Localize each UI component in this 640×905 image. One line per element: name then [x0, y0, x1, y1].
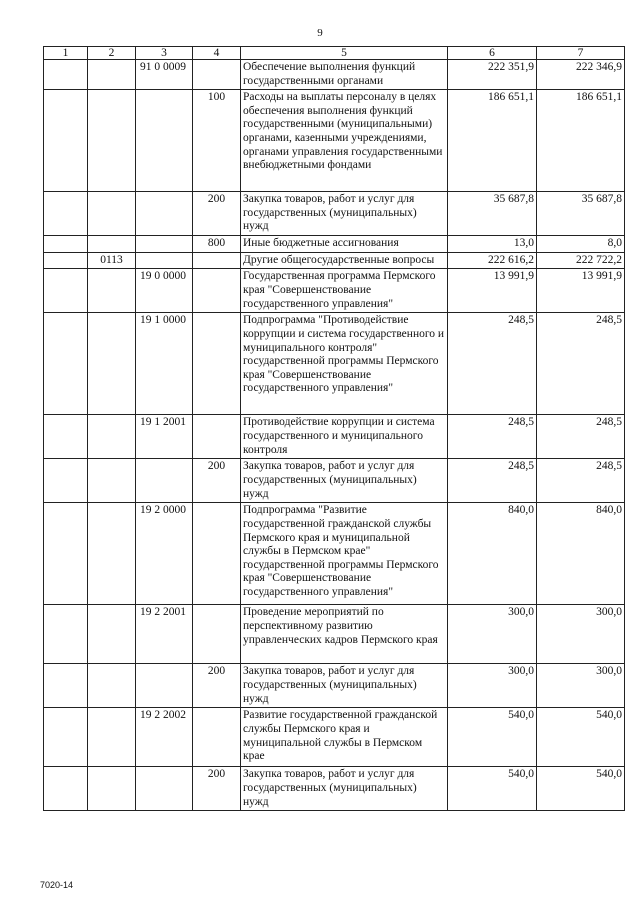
cell-target-article [136, 90, 193, 192]
header-col-1: 1 [44, 47, 88, 60]
cell-amount-1: 248,5 [448, 415, 537, 459]
cell-expense-type: 800 [193, 236, 241, 253]
cell-amount-1: 222 351,9 [448, 60, 537, 90]
table-row [44, 60, 625, 90]
cell-target-article [136, 236, 193, 253]
header-col-3: 3 [136, 47, 193, 60]
cell-section-code [88, 60, 136, 90]
cell-section-code [88, 313, 136, 415]
table-row [44, 415, 625, 459]
table-row [44, 90, 625, 192]
cell-section-code [88, 236, 136, 253]
cell-col-1 [44, 503, 88, 605]
cell-expense-type [193, 605, 241, 664]
cell-amount-1: 248,5 [448, 459, 537, 503]
cell-section-code [88, 605, 136, 664]
cell-description: Закупка товаров, работ и услуг для государственных (муниципальных) нужд [241, 192, 448, 236]
cell-section-code [88, 415, 136, 459]
cell-col-1 [44, 415, 88, 459]
cell-col-1 [44, 605, 88, 664]
cell-description: Государственная программа Пермского края "Совершенствование государственного управления" [241, 269, 448, 313]
cell-target-article: 19 2 0000 [136, 503, 193, 605]
cell-section-code [88, 90, 136, 192]
cell-target-article [136, 192, 193, 236]
table-row [44, 192, 625, 236]
cell-amount-2: 300,0 [537, 605, 625, 664]
table-row [44, 269, 625, 313]
table-body [44, 60, 625, 811]
cell-amount-1: 300,0 [448, 664, 537, 708]
cell-amount-1: 13 991,9 [448, 269, 537, 313]
cell-expense-type: 200 [193, 767, 241, 811]
cell-section-code [88, 269, 136, 313]
cell-amount-1: 222 616,2 [448, 252, 537, 269]
budget-table [43, 46, 625, 811]
cell-description: Иные бюджетные ассигнования [241, 236, 448, 253]
cell-amount-2: 186 651,1 [537, 90, 625, 192]
cell-expense-type [193, 269, 241, 313]
cell-description: Закупка товаров, работ и услуг для государственных (муниципальных) нужд [241, 459, 448, 503]
cell-description: Обеспечение выполнения функций государственными органами [241, 60, 448, 90]
cell-description: Развитие государственной гражданской службы Пермского края и муниципальной службы в Пермском крае [241, 708, 448, 767]
cell-target-article: 91 0 0009 [136, 60, 193, 90]
cell-col-1 [44, 236, 88, 253]
table-row [44, 503, 625, 605]
cell-amount-2: 8,0 [537, 236, 625, 253]
cell-col-1 [44, 252, 88, 269]
cell-col-1 [44, 60, 88, 90]
cell-section-code [88, 503, 136, 605]
cell-expense-type [193, 313, 241, 415]
cell-amount-2: 248,5 [537, 459, 625, 503]
cell-target-article: 19 0 0000 [136, 269, 193, 313]
cell-description: Противодействие коррупции и система государственного и муниципального контроля [241, 415, 448, 459]
header-col-5: 5 [241, 47, 448, 60]
header-row [44, 47, 625, 60]
cell-amount-2: 540,0 [537, 708, 625, 767]
cell-target-article [136, 252, 193, 269]
table-row [44, 767, 625, 811]
cell-expense-type: 200 [193, 664, 241, 708]
cell-amount-1: 35 687,8 [448, 192, 537, 236]
table-row [44, 313, 625, 415]
cell-description: Подпрограмма "Развитие государственной гражданской службы Пермского края и муниципальной службы в Пермском крае" государственной программы Пермского края "Совершенствование государственного управления" [241, 503, 448, 605]
page-number: 9 [317, 27, 323, 39]
cell-expense-type [193, 503, 241, 605]
cell-description: Другие общегосударственные вопросы [241, 252, 448, 269]
cell-col-1 [44, 767, 88, 811]
cell-amount-1: 540,0 [448, 708, 537, 767]
cell-expense-type: 200 [193, 192, 241, 236]
header-col-7: 7 [537, 47, 625, 60]
cell-amount-1: 248,5 [448, 313, 537, 415]
cell-section-code [88, 664, 136, 708]
table-row [44, 459, 625, 503]
table-row [44, 236, 625, 253]
cell-col-1 [44, 313, 88, 415]
table-row [44, 605, 625, 664]
cell-section-code [88, 767, 136, 811]
cell-section-code [88, 459, 136, 503]
cell-target-article [136, 664, 193, 708]
cell-description: Расходы на выплаты персоналу в целях обеспечения выполнения функций государственными (муниципальными) органами, казенными учреждениями, органами управления государственными внебюджетными фондами [241, 90, 448, 192]
cell-amount-2: 222 346,9 [537, 60, 625, 90]
cell-target-article [136, 459, 193, 503]
cell-target-article [136, 767, 193, 811]
cell-amount-2: 840,0 [537, 503, 625, 605]
cell-amount-2: 13 991,9 [537, 269, 625, 313]
cell-expense-type: 100 [193, 90, 241, 192]
cell-description: Закупка товаров, работ и услуг для государственных (муниципальных) нужд [241, 664, 448, 708]
cell-target-article: 19 1 2001 [136, 415, 193, 459]
header-col-2: 2 [88, 47, 136, 60]
cell-description: Проведение мероприятий по перспективному развитию управленческих кадров Пермского края [241, 605, 448, 664]
cell-col-1 [44, 269, 88, 313]
cell-target-article: 19 2 2002 [136, 708, 193, 767]
cell-expense-type [193, 60, 241, 90]
cell-col-1 [44, 90, 88, 192]
cell-expense-type [193, 415, 241, 459]
cell-section-code: 0113 [88, 252, 136, 269]
cell-amount-1: 13,0 [448, 236, 537, 253]
cell-amount-1: 540,0 [448, 767, 537, 811]
cell-col-1 [44, 708, 88, 767]
cell-amount-2: 248,5 [537, 313, 625, 415]
cell-description: Закупка товаров, работ и услуг для государственных (муниципальных) нужд [241, 767, 448, 811]
cell-amount-1: 300,0 [448, 605, 537, 664]
cell-amount-1: 840,0 [448, 503, 537, 605]
cell-section-code [88, 708, 136, 767]
table-row [44, 708, 625, 767]
cell-col-1 [44, 192, 88, 236]
cell-target-article: 19 1 0000 [136, 313, 193, 415]
header-col-4: 4 [193, 47, 241, 60]
cell-amount-2: 540,0 [537, 767, 625, 811]
cell-amount-2: 35 687,8 [537, 192, 625, 236]
cell-amount-2: 300,0 [537, 664, 625, 708]
cell-description: Подпрограмма "Противодействие коррупции и система государственного и муниципального контроля" государственной программы Пермского края "Совершенствование государственного управления" [241, 313, 448, 415]
table-row [44, 252, 625, 269]
cell-expense-type [193, 708, 241, 767]
cell-col-1 [44, 459, 88, 503]
header-col-6: 6 [448, 47, 537, 60]
cell-amount-2: 222 722,2 [537, 252, 625, 269]
cell-col-1 [44, 664, 88, 708]
table-row [44, 664, 625, 708]
cell-amount-1: 186 651,1 [448, 90, 537, 192]
document-id: 7020-14 [40, 880, 74, 890]
cell-section-code [88, 192, 136, 236]
cell-target-article: 19 2 2001 [136, 605, 193, 664]
cell-expense-type: 200 [193, 459, 241, 503]
cell-expense-type [193, 252, 241, 269]
cell-amount-2: 248,5 [537, 415, 625, 459]
